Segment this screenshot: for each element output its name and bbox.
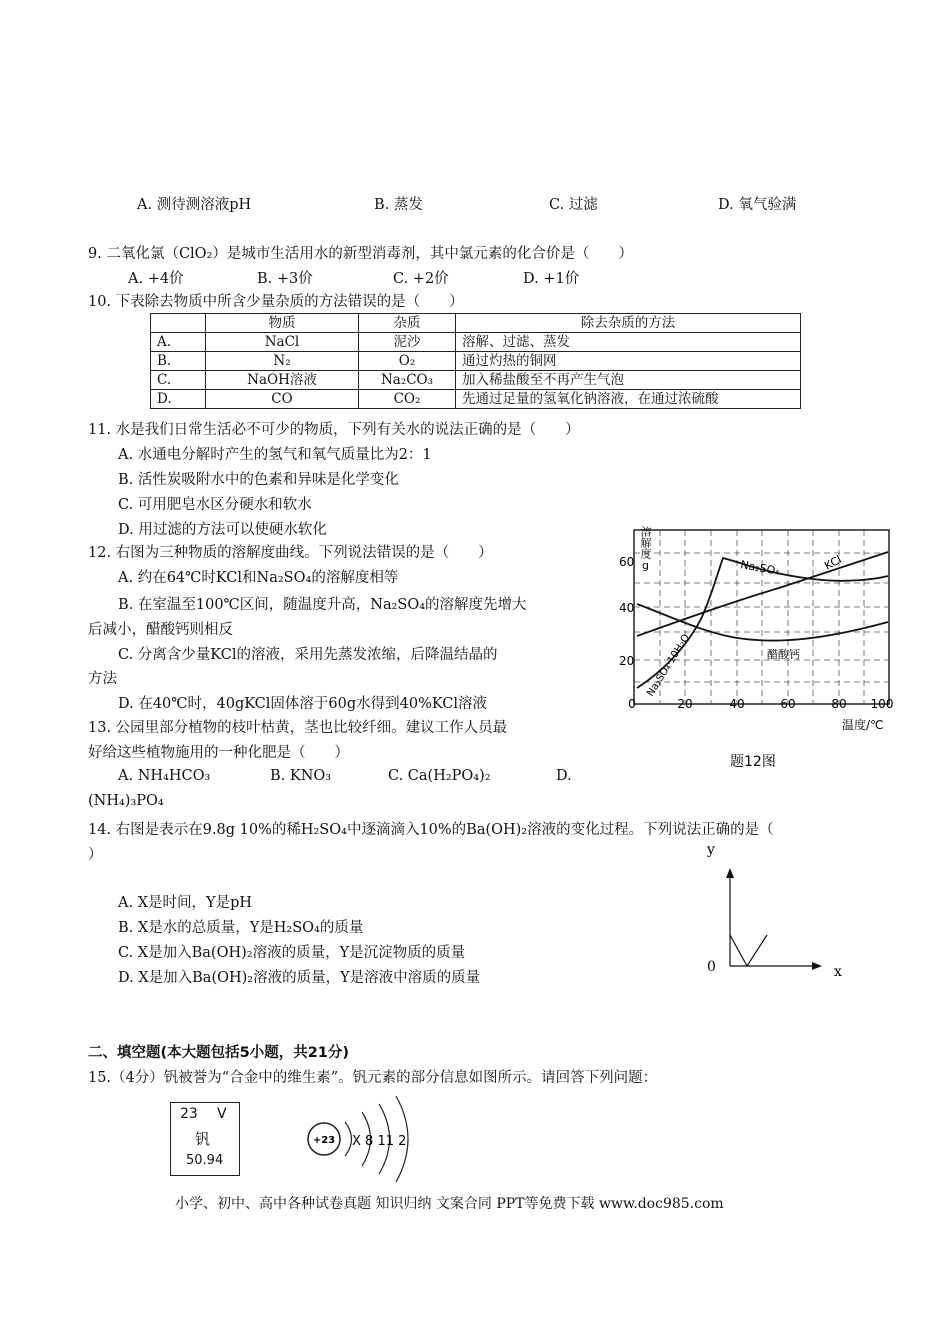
q14-option-a: A. X是时间，Y是pH — [118, 895, 253, 911]
table-cell: 通过灼热的铜网 — [456, 352, 801, 371]
footer-text: 小学、初中、高中各种试卷真题 知识归纳 文案合同 PPT等免费下载 www.doc985.com — [175, 1196, 724, 1212]
element-symbol: V — [217, 1106, 227, 1122]
shell-electrons: X 8 11 2 — [352, 1134, 407, 1149]
q9-option-d: D. +1价 — [523, 271, 580, 287]
q13-stem-cont: 好给这些植物施用的一种化肥是（ ） — [88, 745, 349, 761]
nucleus-charge: +23 — [312, 1135, 336, 1146]
q12-option-a: A. 约在64℃时KCl和Na₂SO₄的溶解度相等 — [118, 570, 399, 586]
x-axis-arrow — [812, 962, 822, 970]
table-cell: N₂ — [206, 352, 359, 371]
q11-option-a: A. 水通电分解时产生的氢气和氧气质量比为2：1 — [118, 447, 432, 463]
q10-table — [150, 313, 801, 409]
table-cell: 泥沙 — [359, 333, 456, 352]
q14-option-b: B. X是水的总质量，Y是H₂SO₄的质量 — [118, 920, 364, 936]
q11-option-d: D. 用过滤的方法可以使硬水软化 — [118, 522, 327, 538]
q9-option-c: C. +2价 — [393, 271, 449, 287]
element-card — [170, 1102, 240, 1176]
q9-option-a: A. +4价 — [128, 271, 184, 287]
element-mass: 50.94 — [186, 1153, 224, 1168]
q13-stem: 13. 公园里部分植物的枝叶枯黄，茎也比较纤细。建议工作人员最 — [88, 720, 508, 736]
q13-option-b: B. KNO₃ — [270, 768, 332, 784]
q11-option-c: C. 可用肥皂水区分硬水和软水 — [118, 497, 312, 513]
y-axis-label: 溶解度g — [606, 526, 652, 539]
x-tick: 20 — [677, 697, 693, 711]
table-cell: A. — [151, 333, 206, 352]
q8-option-a: A. 测待测溶液pH — [137, 197, 252, 213]
q13-option-d: D. — [556, 768, 572, 784]
section-title: 二、填空题(本大题包括5小题，共21分) — [88, 1045, 350, 1061]
q14-stem-cont: ） — [88, 847, 103, 863]
solubility-chart — [592, 522, 904, 770]
table-cell — [151, 314, 206, 333]
x-axis-label: x — [834, 964, 842, 980]
q9-stem: 9. 二氧化氯（ClO₂）是城市生活用水的新型消毒剂，其中氯元素的化合价是（ ） — [88, 246, 633, 262]
table-row — [151, 371, 801, 390]
table-cell: CO — [206, 390, 359, 409]
table-cell: D. — [151, 390, 206, 409]
atomic-structure — [300, 1090, 430, 1190]
q14-stem: 14. 右图是表示在9.8g 10%的稀H₂SO₄中逐滴滴入10%的Ba(OH)₂溶液的变化过程。下列说法正确的是（ — [88, 822, 774, 838]
table-header: 除去杂质的方法 — [456, 314, 801, 333]
q9-option-b: B. +3价 — [257, 271, 313, 287]
table-cell: NaOH溶液 — [206, 371, 359, 390]
q8-option-b: B. 蒸发 — [374, 197, 423, 213]
table-cell: 先通过足量的氢氧化钠溶液，在通过浓硫酸 — [456, 390, 801, 409]
q8-option-d: D. 氧气验满 — [718, 197, 797, 213]
table-cell: 溶解、过滤、蒸发 — [456, 333, 801, 352]
x-tick: 60 — [780, 697, 796, 711]
q11-option-b: B. 活性炭吸附水中的色素和异味是化学变化 — [118, 472, 399, 488]
element-number: 23 — [180, 1106, 198, 1122]
q13-option-d-cont: (NH₄)₃PO₄ — [88, 793, 164, 809]
q13-option-c: C. Ca(H₂PO₄)₂ — [388, 768, 491, 784]
x-tick: 100 — [870, 697, 894, 711]
table-header: 杂质 — [359, 314, 456, 333]
graph-line — [730, 935, 767, 966]
x-tick: 80 — [831, 697, 847, 711]
table-header-row — [151, 314, 801, 333]
table-cell: NaCl — [206, 333, 359, 352]
q12-option-c: C. 分离含少量KCl的溶液，采用先蒸发浓缩，后降温结晶的 — [118, 647, 498, 663]
q12-option-b: B. 在室温至100℃区间，随温度升高，Na₂SO₄的溶解度先增大 — [118, 597, 527, 613]
x-axis-label: 温度/℃ — [842, 718, 884, 732]
q12-option-c-cont: 方法 — [88, 671, 117, 687]
y-tick: 40 — [619, 601, 635, 615]
element-name: 钒 — [195, 1130, 211, 1148]
label-kcl: KCl — [822, 553, 844, 573]
y-tick: 20 — [619, 654, 635, 668]
table-cell: B. — [151, 352, 206, 371]
q12-stem: 12. 右图为三种物质的溶解度曲线。下列说法错误的是（ ） — [88, 545, 493, 561]
q10-stem: 10. 下表除去物质中所含少量杂质的方法错误的是（ ） — [88, 294, 464, 310]
ph-graph — [695, 838, 855, 983]
y-tick: 60 — [619, 555, 635, 569]
q12-option-b-cont: 后减小，醋酸钙则相反 — [88, 622, 233, 638]
x-tick: 40 — [729, 697, 745, 711]
table-row — [151, 352, 801, 371]
q14-option-c: C. X是加入Ba(OH)₂溶液的质量，Y是沉淀物质的质量 — [118, 945, 466, 961]
x-tick: 0 — [628, 697, 636, 711]
q14-option-d: D. X是加入Ba(OH)₂溶液的质量，Y是溶液中溶质的质量 — [118, 970, 481, 986]
figure-caption: 题12图 — [730, 754, 776, 770]
table-cell: CO₂ — [359, 390, 456, 409]
table-cell: O₂ — [359, 352, 456, 371]
table-header: 物质 — [206, 314, 359, 333]
y-axis-arrow — [726, 868, 734, 878]
label-na2so4-hydrate: Na₂SO₄·10H₂O — [645, 632, 693, 699]
table-row — [151, 390, 801, 409]
table-cell: C. — [151, 371, 206, 390]
table-row — [151, 333, 801, 352]
label-calcium-acetate: 醋酸钙 — [767, 648, 800, 661]
origin-label: 0 — [707, 959, 716, 975]
label-na2so4: Na₂SO₄ — [739, 558, 781, 578]
table-cell: Na₂CO₃ — [359, 371, 456, 390]
q15-stem: 15.（4分）钒被誉为“合金中的维生素”。钒元素的部分信息如图所示。请回答下列问题： — [88, 1070, 658, 1086]
q8-option-c: C. 过滤 — [549, 197, 598, 213]
q13-option-a: A. NH₄HCO₃ — [118, 768, 211, 784]
q11-stem: 11. 水是我们日常生活必不可少的物质，下列有关水的说法正确的是（ ） — [88, 422, 580, 438]
q12-option-d: D. 在40℃时，40gKCl固体溶于60g水得到40%KCl溶液 — [118, 696, 488, 712]
table-cell: 加入稀盐酸至不再产生气泡 — [456, 371, 801, 390]
y-axis-label: y — [707, 842, 715, 858]
